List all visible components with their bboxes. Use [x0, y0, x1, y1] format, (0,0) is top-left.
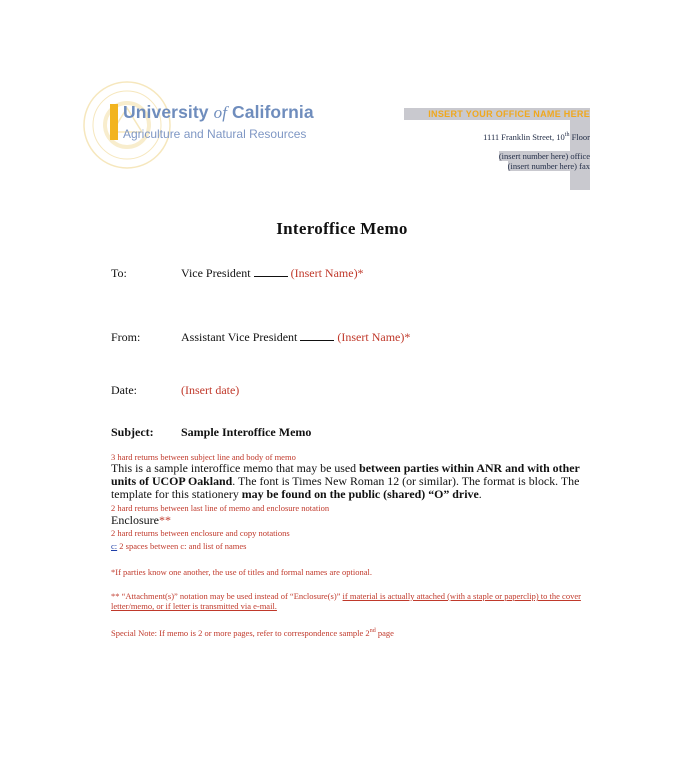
logo-subtitle: Agriculture and Natural Resources [123, 127, 307, 141]
note-subject-returns: 3 hard returns between subject line and body of memo [111, 452, 296, 462]
from-label: From: [111, 330, 141, 344]
copy-notation: c: 2 spaces between c: and list of names [111, 541, 247, 551]
from-blank-line [300, 330, 334, 341]
date-value: (Insert date) [181, 383, 240, 397]
subject-label: Subject: [111, 425, 154, 439]
date-label: Date: [111, 383, 137, 397]
footnote-attachment: ** “Attachment(s)” notation may be used instead of “Enclosure(s)” if material is actually attached (with a staple or paperclip) to the cover letter/memo, or if letter is transmitted via e-mail. [111, 591, 581, 611]
logo-accent-bar [110, 104, 118, 140]
logo-university-name: University of California [123, 102, 314, 122]
enclosure-notation: Enclosure** [111, 513, 171, 527]
office-fax: (insert number here) fax [507, 161, 590, 171]
from-value: Assistant Vice President (Insert Name)* [181, 330, 411, 344]
to-blank-line [254, 266, 288, 277]
office-phone: (insert number here) office [498, 151, 590, 161]
special-note: Special Note: If memo is 2 or more pages, refer to correspondence sample 2nd page [111, 627, 394, 638]
subject-value: Sample Interoffice Memo [181, 425, 312, 439]
university-seal-watermark [82, 80, 172, 170]
footnote-titles: *If parties know one another, the use of titles and formal names are optional. [111, 567, 372, 577]
note-copy-returns: 2 hard returns between enclosure and copy notations [111, 528, 290, 538]
to-value: Vice President (Insert Name)* [181, 266, 364, 280]
memo-body: This is a sample interoffice memo that may be used between parties within ANR and with other units of UCOP Oakland. The font is Times New Roman 12 (or similar). The format is block. The template for this stationery may be found on the public (shared) “O” drive. [111, 461, 580, 501]
to-label: To: [111, 266, 127, 280]
office-block-highlight [570, 108, 590, 190]
office-name: INSERT YOUR OFFICE NAME HERE [404, 108, 590, 120]
office-address: 1111 Franklin Street, 10th Floor [483, 131, 590, 142]
memo-title: Interoffice Memo [276, 219, 408, 238]
note-enclosure-returns: 2 hard returns between last line of memo and enclosure notation [111, 503, 330, 513]
